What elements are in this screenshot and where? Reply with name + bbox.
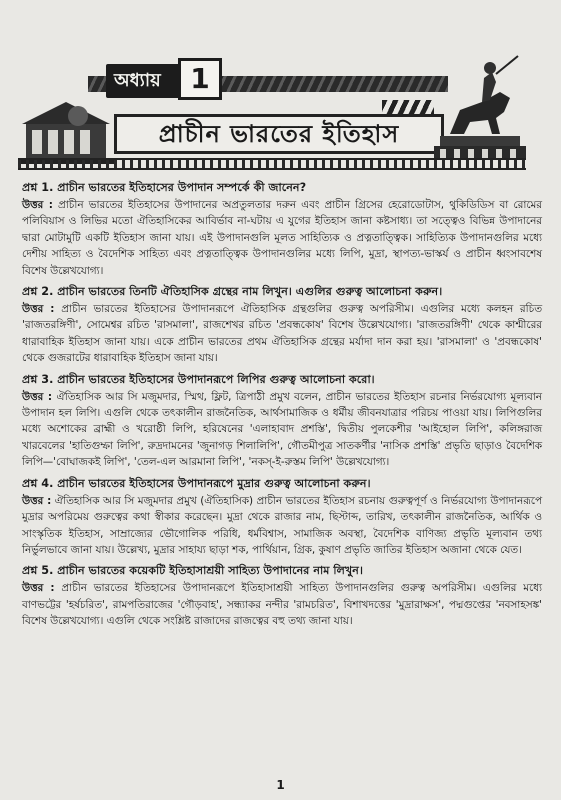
slash-decoration (382, 100, 434, 114)
qa-section (22, 180, 542, 635)
answer-label: উত্তর : (22, 303, 55, 316)
answer-text (22, 389, 542, 471)
answer-body: ঐতিহাসিক আর সি মজুমদার, স্মিথ, ফ্লিট, ত্রিপাঠী প্রমুখ বলেন, প্রাচীন ভারতের ইতিহাস রচনার নির্ভরযোগ্য মূল্যবান উপাদান হল লিপি। এগুলি থেকে তৎকালীন রাজনৈতিক, আর্থসামাজিক ও ধর্মীয় জীবনযাত্রার পরিচয় পাওয়া যায়। লিপিগুলির মধ্যে অশোকের ব্রাহ্মী ও খরোষ্ঠী লিপি, হরিষেনের 'এলাহাবাদ প্রশস্তি', দ্বিতীয় পুলকেশীর 'আইহোল লিপি', কলিঙ্গরাজ খারবেলের 'হাতিগুম্ফা লিপি', রুদ্রদামনের 'জুনাগড় শিলালিপি', গৌতমীপুত্র সাতকর্ণীর 'নাসিক প্রশস্তি' প্রভৃতি ছাড়াও বৈদেশিক লিপি—'বোঘাজকই লিপি', 'তেল-এল আরমানা লিপি', 'নকস্-ই-রুস্তম লিপি' উল্লেখযোগ্য। (22, 390, 542, 469)
chapter-banner (18, 52, 526, 172)
decorative-border (18, 158, 526, 170)
answer-label: উত্তর : (22, 494, 52, 507)
question-text: প্রশ্ন 5. প্রাচীন ভারতের কয়েকটি ইতিহাসাশ্রয়ী সাহিত্য উপাদানের নাম লিখুন। (22, 564, 363, 578)
page-number: 1 (276, 778, 285, 792)
answer-body: প্রাচীন ভারতের ইতিহাসের উপাদানরূপে ইতিহাসাশ্রয়ী সাহিত্য উপাদানগুলির গুরুত্ব অপরিসীম। এগুলির মধ্যে বাণভট্টের 'হর্ষচরিত', রামপতিরাজের 'গৌড়বাহ', সন্ধ্যাকর নন্দীর 'রামচরিত', বিশাখদত্তের 'মুদ্রারাক্ষস', পদ্মগুপ্তের 'নবসাহসঙ্ক' বিশেষ উল্লেখযোগ্য। এগুলি থেকে সংশ্লিষ্ট রাজাদের রাজত্বের বহু তথ্য জানা যায়। (22, 582, 542, 628)
answer-text (22, 197, 542, 279)
question-text: প্রশ্ন 1. প্রাচীন ভারতের ইতিহাসের উপাদান সম্পর্কে কী জানেন? (22, 181, 307, 194)
answer-text (22, 493, 542, 559)
qa-item (22, 180, 542, 279)
horse-rider-statue-illustration (430, 52, 526, 164)
answer-label: উত্তর : (22, 390, 53, 403)
chapter-number: 1 (178, 58, 222, 100)
answer-body: ঐতিহাসিক আর সি মজুমদার প্রমুখ (ঐতিহাসিক) প্রাচীন ভারতের ইতিহাস রচনায় গুরুত্বপূর্ণ ও নির্ভরযোগ্য উপাদানরূপে মুদ্রার অপরিমেয় গুরুত্বের কথা স্বীকার করেছেন। মুদ্রা থেকে রাজার নাম, ছিস্টাব্দ, তারিখ, তৎকালীন রাজনৈতিক, আর্থিক ও সাংস্কৃতিক ইতিহাস, সাম্রাজ্যের ভৌগোলিক পরিধি, ধর্মবিশ্বাস, সামাজিক অবস্থা, বৈদেশিক বাণিজ্য প্রভৃতি মূল্যবান তথ্য নির্ভুলভাবে জানা যায়। উল্লেখ্য, মুদ্রার সাহায্য ছাড়া শক, পার্থিয়ান, গ্রিক, কুষাণ প্রভৃতি জাতির ইতিহাস অজানা থেকে যেত। (22, 494, 542, 556)
qa-item (22, 372, 542, 471)
qa-item (22, 284, 542, 367)
qa-item (22, 476, 542, 559)
question-text: প্রশ্ন 3. প্রাচীন ভারতের ইতিহাসের উপাদানরূপে লিপির গুরুত্ব আলোচনা করো। (22, 372, 375, 386)
chapter-title: প্রাচীন ভারতের ইতিহাস (114, 114, 444, 154)
answer-body: প্রাচীন ভারতের ইতিহাসের উপাদানের অপ্রতুলতার দরুন এবং প্রাচীন গ্রিসের হেরোডোটাস, থুকিডিডিস বা রোমের পলিবিয়াস ও লিভির মতো ঐতিহাসিকের আবির্ভাব না-ঘটায় এ যুগের ইতিহাস জানা কষ্টসাধ্য। তা সত্ত্বেও বিভিন্ন উপাদানের দ্বারা মোটামুটি একটি ইতিহাস জানা যায়। এই উপাদানগুলি মূলত সাহিত্যিক ও প্রত্নতাত্ত্বিক। সাহিত্যিক উপাদানগুলির মধ্যে দেশীয় সাহিত্য ও বৈদেশিক সাহিত্য এবং প্রত্নতাত্ত্বিক উপাদানগুলির মধ্যে লিপি, মুদ্রা, স্থাপত্য-ভাস্কর্য ও প্রাচীন ধ্বংসাবশেষ বিশেষ উল্লেখযোগ্য। (22, 199, 543, 277)
question-text: প্রশ্ন 2. প্রাচীন ভারতের তিনটি ঐতিহাসিক গ্রন্থের নাম লিখুন। এগুলির গুরুত্ব আলোচনা করুন। (22, 285, 443, 299)
question-text: প্রশ্ন 4. প্রাচীন ভারতের ইতিহাসের উপাদানরূপে মুদ্রার গুরুত্ব আলোচনা করুন। (22, 476, 371, 490)
answer-body: প্রাচীন ভারতের ইতিহাসের উপাদানরূপে ঐতিহাসিক গ্রন্থগুলির গুরুত্ব অপরিসীম। এগুলির মধ্যে কলহন রচিত 'রাজতরঙ্গিণী', সোমেশ্বর রচিত 'রাসমালা', রাজশেখর রচিত 'প্রবন্ধকোষ' বিশেষ উল্লেখযোগ্য। 'রাজতরঙ্গিণী' থেকে কাশ্মীরের ধারাবাহিক ইতিহাস জানা যায়। একে প্রাচীন ভারতের প্রথম ঐতিহাসিক গ্রন্থের মর্যাদা দান করা হয়। 'রাসমালা' ও 'প্রবন্ধকোষ' থেকে গুজরাটের ধারাবাহিক ইতিহাস জানা যায়। (22, 303, 542, 365)
answer-label: উত্তর : (22, 582, 55, 595)
chapter-label: অধ্যায় (106, 64, 204, 98)
answer-label: উত্তর : (22, 199, 53, 211)
qa-item (22, 563, 542, 629)
answer-text (22, 580, 542, 629)
answer-text (22, 301, 542, 367)
